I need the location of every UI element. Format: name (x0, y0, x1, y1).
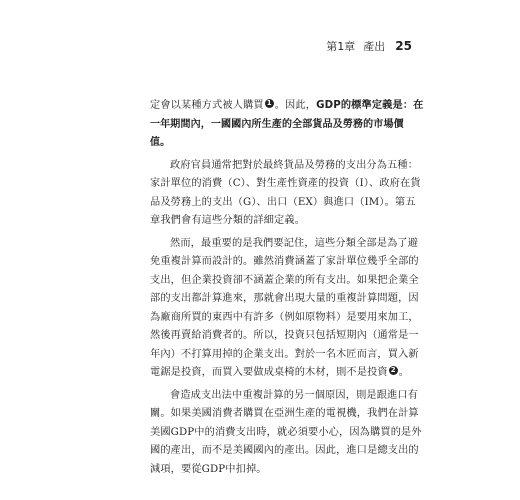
text-line: 關。如果美國消費者購買在亞洲生產的電視機，我們在計算 (150, 408, 419, 419)
footnote-marker: 2 (390, 366, 396, 374)
text-line: 政府官員通常把對於最終貨品及勞務的支出分為五種： (170, 159, 419, 171)
text-line: 支出，但企業投資卻不涵蓋企業的所有支出。如果把企業全 (150, 274, 419, 286)
text-line: 美國GDP中的消費支出時，就必須要小心，因為購買的是外 (150, 426, 422, 438)
text-line: 國的產出，而不是美國國內的產出。因此，進口是總支出的 (150, 445, 419, 456)
text-line: 會造成支出法中重複計算的另一個原因，則是跟進口有 (170, 389, 419, 401)
text-line: 章我們會有這些分類的詳細定義。 (150, 215, 306, 226)
chapter-label: 第1章 (326, 40, 356, 53)
text-line: 減項，要從GDP中扣掉。 (150, 463, 267, 475)
text-line: 家計單位的消費（C）、對生產性資產的投資（I）、政府在貨 (150, 178, 421, 189)
body-text (150, 97, 424, 479)
running-header (326, 38, 412, 54)
footnote-marker: 1 (266, 99, 272, 107)
page-number: 25 (395, 39, 412, 53)
text-line: 然後再賣給消費者的。所以，投資只包括短期內（通常是一 (150, 330, 419, 341)
definition-line: 值。 (150, 137, 171, 148)
text-line: 電鋸是投資，而買入要做成桌椅的木材，則不是投資 2 。 (150, 366, 410, 378)
text-line: 為廠商所買的東西中有許多（例如原物料）是要用來加工， (150, 311, 419, 323)
text-line: 部的支出都計算進來，那就會出現大量的重複計算問題，因 (150, 293, 419, 304)
definition-line: 一年期間內，一國國內所生產的全部貨品及勞務的市場價 (150, 118, 404, 130)
text-line: 定會以某種方式被人購買 1 。因此，GDP的標準定義是：在 (150, 99, 424, 111)
text-line: 年內）不打算用掉的企業支出。對於一名木匠而言，買入新 (150, 348, 419, 360)
text-line: 然而，最重要的是我們要記住，這些分類全部是為了避 (170, 237, 419, 249)
text-line: 免重複計算而設計的。雖然消費涵蓋了家計單位幾乎全部的 (150, 256, 419, 267)
text-line: 品及勞務上的支出（G）、出口（EX）與進口（IM）。第五 (150, 196, 416, 208)
definition-text: GDP的標準定義是：在 (316, 100, 424, 111)
chapter-title: 產出 (363, 40, 386, 53)
